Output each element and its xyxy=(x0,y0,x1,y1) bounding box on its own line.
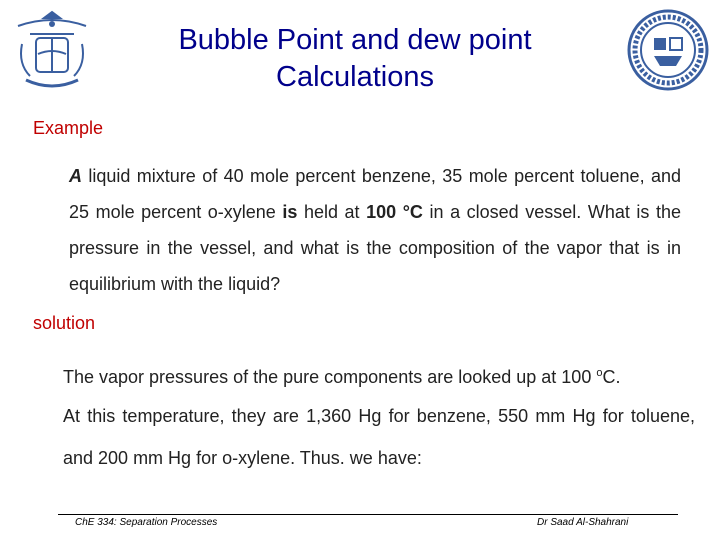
example-paragraph xyxy=(69,158,681,302)
footer-author: Dr Saad Al-Shahrani xyxy=(537,517,629,528)
example-emph-is: is xyxy=(282,202,298,222)
footer-course: ChE 334: Separation Processes xyxy=(75,517,218,528)
example-text-2: held at xyxy=(297,202,367,222)
solution-heading: solution xyxy=(33,313,96,333)
example-emph-temp: 100 °C xyxy=(366,202,423,222)
title-line-2: Calculations xyxy=(276,61,434,93)
university-logo-left xyxy=(8,4,96,96)
slide-title xyxy=(100,22,610,96)
example-text-3: in a closed vessel. What is the pressure in the vessel, and what is the composition of the vapor that is in equilibrium with the liquid? xyxy=(69,202,681,294)
department-seal-right xyxy=(626,8,710,92)
footer-divider xyxy=(58,514,678,515)
example-emph-a: A xyxy=(69,166,82,186)
solution-text-1: The vapor pressures of the pure components are looked up at 100 xyxy=(63,367,597,387)
degree-superscript: o xyxy=(596,367,603,379)
example-text-1: liquid mixture of 40 mole percent benzene, 35 mole percent toluene, and 25 mole percent o-xylene xyxy=(69,166,681,222)
solution-paragraph-1 xyxy=(63,352,695,398)
solution-paragraph-2: At this temperature, they are 1,360 Hg for benzene, 550 mm Hg for toluene, and 200 mm Hg for o-xylene. Thus. we have: xyxy=(63,406,695,468)
title-line-1: Bubble Point and dew point xyxy=(178,24,532,56)
example-heading: Example xyxy=(33,118,104,138)
solution-text-1b: C. xyxy=(602,367,621,387)
